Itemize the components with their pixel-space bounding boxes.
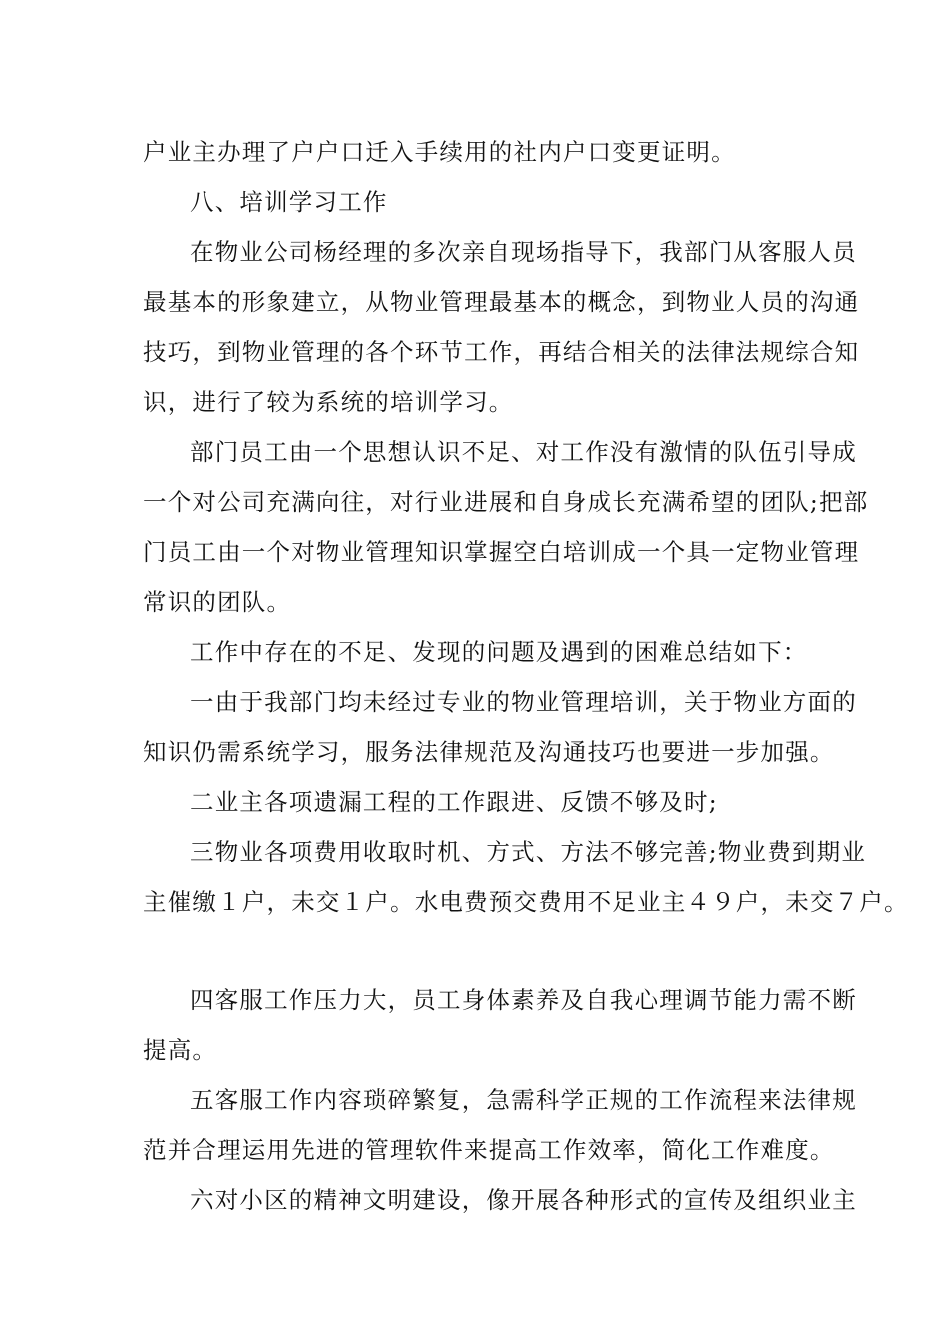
text-line: 四客服工作压力大，员工身体素养及自我心理调节能力需不断	[190, 986, 857, 1014]
text-line: 技巧，到物业管理的各个环节工作，再结合相关的法律法规综合知	[143, 338, 860, 366]
text-line: 一由于我部门均未经过专业的物业管理培训，关于物业方面的	[190, 688, 857, 716]
text-line: 部门员工由一个思想认识不足、对工作没有激情的队伍引导成	[190, 438, 857, 466]
text-line: 在物业公司杨经理的多次亲自现场指导下，我部门从客服人员	[190, 238, 857, 266]
text-line: 五客服工作内容琐碎繁复，急需科学正规的工作流程来法律规	[190, 1086, 857, 1114]
text-line: 识，进行了较为系统的培训学习。	[143, 388, 514, 416]
text-line: 知识仍需系统学习，服务法律规范及沟通技巧也要进一步加强。	[143, 738, 835, 766]
text-line: 二业主各项遗漏工程的工作跟进、反馈不够及时;	[190, 788, 718, 816]
text-line: 三物业各项费用收取时机、方式、方法不够完善;物业费到期业	[190, 838, 867, 866]
text-line: 范并合理运用先进的管理软件来提高工作效率，简化工作难度。	[143, 1136, 835, 1164]
text-line: 户业主办理了户户口迁入手续用的社内户口变更证明。	[143, 138, 736, 166]
text-line: 主催缴１户，未交１户。水电费预交费用不足业主４９户，未交７户。	[143, 888, 909, 916]
text-line: 最基本的形象建立，从物业管理最基本的概念，到物业人员的沟通	[143, 288, 860, 316]
text-line: 常识的团队。	[143, 588, 292, 616]
text-line: 一个对公司充满向往，对行业进展和自身成长充满希望的团队;把部	[143, 488, 869, 516]
text-line: 门员工由一个对物业管理知识掌握空白培训成一个具一定物业管理	[143, 538, 860, 566]
text-line: 六对小区的精神文明建设，像开展各种形式的宣传及组织业主	[190, 1186, 857, 1214]
text-line: 提高。	[143, 1036, 218, 1064]
section-heading: 八、培训学习工作	[190, 188, 388, 216]
text-line: 工作中存在的不足、发现的问题及遇到的困难总结如下：	[190, 638, 808, 666]
